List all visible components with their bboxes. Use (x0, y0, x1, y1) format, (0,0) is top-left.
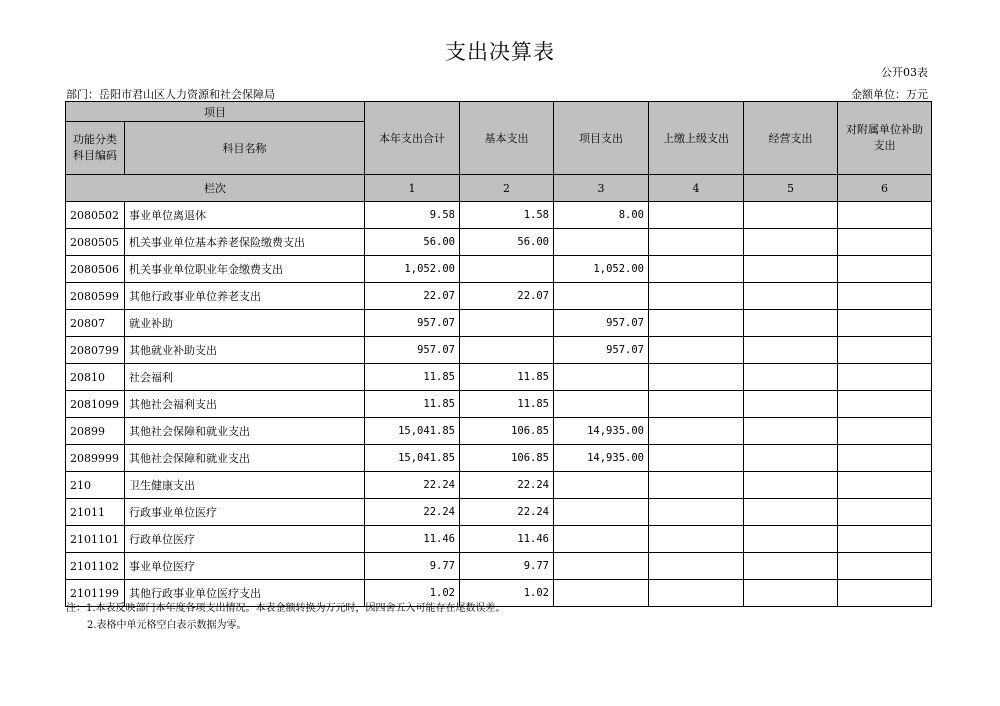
header-project-expenditure: 项目支出 (554, 102, 649, 175)
subject-name-cell: 卫生健康支出 (125, 472, 365, 499)
operating-cell (744, 418, 838, 445)
operating-cell (744, 580, 838, 607)
subject-code-cell: 21011 (66, 499, 125, 526)
subsidy-cell (838, 499, 932, 526)
footnote: 2.表格中单元格空白表示数据为零。 (87, 620, 247, 631)
upper-cell (649, 364, 744, 391)
project-cell: 957.07 (554, 337, 649, 364)
subject-code-cell: 2080502 (66, 202, 125, 229)
subject-code-cell: 2081099 (66, 391, 125, 418)
total-cell: 11.85 (365, 364, 460, 391)
basic-cell: 9.77 (460, 553, 554, 580)
subsidy-cell (838, 256, 932, 283)
total-cell: 56.00 (365, 229, 460, 256)
table-row (66, 283, 932, 310)
total-cell: 957.07 (365, 337, 460, 364)
subsidy-cell (838, 472, 932, 499)
upper-cell (649, 472, 744, 499)
subject-code-cell: 2101199 (66, 580, 125, 607)
upper-cell (649, 418, 744, 445)
operating-cell (744, 553, 838, 580)
subject-name-cell: 行政单位医疗 (125, 526, 365, 553)
subsidy-cell (838, 337, 932, 364)
project-cell (554, 391, 649, 418)
project-cell (554, 526, 649, 553)
upper-cell (649, 445, 744, 472)
upper-cell (649, 229, 744, 256)
total-cell: 11.46 (365, 526, 460, 553)
unit-label: 金额单位：万元 (851, 88, 928, 101)
basic-cell: 22.07 (460, 283, 554, 310)
subject-name-cell: 事业单位医疗 (125, 553, 365, 580)
basic-cell: 11.85 (460, 364, 554, 391)
upper-cell (649, 337, 744, 364)
footnote: 注：1.本表反映部门本年度各项支出情况。本表金额转换为万元时，因四舍五入可能存在尾数误差。 (66, 603, 506, 614)
upper-cell (649, 202, 744, 229)
total-cell: 1,052.00 (365, 256, 460, 283)
table-row (66, 553, 932, 580)
upper-cell (649, 310, 744, 337)
subject-name-cell: 其他社会保障和就业支出 (125, 418, 365, 445)
upper-cell (649, 256, 744, 283)
column-index-label: 栏次 (66, 175, 365, 202)
subsidy-cell (838, 229, 932, 256)
subsidy-cell (838, 418, 932, 445)
operating-cell (744, 472, 838, 499)
total-cell: 957.07 (365, 310, 460, 337)
basic-cell (460, 337, 554, 364)
header-subsidy: 对附属单位补助支出 (838, 102, 932, 175)
page-title: 支出决算表 (445, 40, 555, 64)
column-index: 3 (554, 175, 649, 202)
header-upper-payment: 上缴上级支出 (649, 102, 744, 175)
operating-cell (744, 310, 838, 337)
subject-name-cell: 其他行政事业单位医疗支出 (125, 580, 365, 607)
project-cell (554, 364, 649, 391)
project-cell: 8.00 (554, 202, 649, 229)
subsidy-cell (838, 391, 932, 418)
subject-name-cell: 其他社会保障和就业支出 (125, 445, 365, 472)
subject-code-cell: 2080505 (66, 229, 125, 256)
subject-code-cell: 2101101 (66, 526, 125, 553)
upper-cell (649, 391, 744, 418)
table-row (66, 418, 932, 445)
table-row (66, 364, 932, 391)
table-row (66, 229, 932, 256)
operating-cell (744, 229, 838, 256)
subject-code-cell: 2080506 (66, 256, 125, 283)
column-index: 2 (460, 175, 554, 202)
subsidy-cell (838, 283, 932, 310)
basic-cell: 11.85 (460, 391, 554, 418)
basic-cell: 22.24 (460, 499, 554, 526)
operating-cell (744, 499, 838, 526)
subject-name-cell: 机关事业单位职业年金缴费支出 (125, 256, 365, 283)
operating-cell (744, 526, 838, 553)
basic-cell: 11.46 (460, 526, 554, 553)
operating-cell (744, 391, 838, 418)
total-cell: 22.24 (365, 499, 460, 526)
subject-code-cell: 2089999 (66, 445, 125, 472)
subject-name-cell: 就业补助 (125, 310, 365, 337)
subject-name-cell: 社会福利 (125, 364, 365, 391)
basic-cell (460, 310, 554, 337)
subject-code-cell: 210 (66, 472, 125, 499)
subsidy-cell (838, 310, 932, 337)
basic-cell: 1.58 (460, 202, 554, 229)
basic-cell: 106.85 (460, 445, 554, 472)
total-cell: 22.24 (365, 472, 460, 499)
header-func-code: 功能分类科目编码 (66, 122, 125, 175)
table-row (66, 526, 932, 553)
subject-name-cell: 机关事业单位基本养老保险缴费支出 (125, 229, 365, 256)
subject-code-cell: 20899 (66, 418, 125, 445)
header-basic: 基本支出 (460, 102, 554, 175)
upper-cell (649, 499, 744, 526)
table-row (66, 337, 932, 364)
total-cell: 15,041.85 (365, 445, 460, 472)
table-row (66, 391, 932, 418)
basic-cell (460, 256, 554, 283)
basic-cell: 106.85 (460, 418, 554, 445)
operating-cell (744, 445, 838, 472)
total-cell: 22.07 (365, 283, 460, 310)
operating-cell (744, 364, 838, 391)
total-cell: 11.85 (365, 391, 460, 418)
subject-code-cell: 20807 (66, 310, 125, 337)
column-index: 5 (744, 175, 838, 202)
total-cell: 1.02 (365, 580, 460, 607)
upper-cell (649, 580, 744, 607)
subject-name-cell: 事业单位离退休 (125, 202, 365, 229)
column-index: 6 (838, 175, 932, 202)
subject-code-cell: 2101102 (66, 553, 125, 580)
subject-code-cell: 2080599 (66, 283, 125, 310)
project-cell (554, 553, 649, 580)
total-cell: 9.77 (365, 553, 460, 580)
project-cell (554, 580, 649, 607)
total-cell: 9.58 (365, 202, 460, 229)
header-subject-name: 科目名称 (125, 122, 365, 175)
header-operating: 经营支出 (744, 102, 838, 175)
table-row (66, 256, 932, 283)
subject-name-cell: 其他行政事业单位养老支出 (125, 283, 365, 310)
operating-cell (744, 202, 838, 229)
subject-name-cell: 行政事业单位医疗 (125, 499, 365, 526)
form-number: 公开03表 (881, 66, 928, 79)
expenditure-table (65, 101, 932, 607)
column-index: 1 (365, 175, 460, 202)
table-row (66, 310, 932, 337)
basic-cell: 1.02 (460, 580, 554, 607)
operating-cell (744, 283, 838, 310)
project-cell: 957.07 (554, 310, 649, 337)
basic-cell: 56.00 (460, 229, 554, 256)
upper-cell (649, 283, 744, 310)
project-cell (554, 229, 649, 256)
table-row (66, 499, 932, 526)
subject-name-cell: 其他社会福利支出 (125, 391, 365, 418)
project-cell: 1,052.00 (554, 256, 649, 283)
header-total: 本年支出合计 (365, 102, 460, 175)
upper-cell (649, 526, 744, 553)
subsidy-cell (838, 364, 932, 391)
footnotes (66, 600, 506, 634)
subject-name-cell: 其他就业补助支出 (125, 337, 365, 364)
table-row (66, 202, 932, 229)
total-cell: 15,041.85 (365, 418, 460, 445)
subsidy-cell (838, 445, 932, 472)
department-label: 部门：岳阳市君山区人力资源和社会保障局 (66, 88, 275, 101)
upper-cell (649, 553, 744, 580)
table-row (66, 472, 932, 499)
header-project: 项目 (66, 102, 365, 122)
operating-cell (744, 337, 838, 364)
project-cell: 14,935.00 (554, 445, 649, 472)
subsidy-cell (838, 580, 932, 607)
subject-code-cell: 2080799 (66, 337, 125, 364)
table-row (66, 445, 932, 472)
subsidy-cell (838, 553, 932, 580)
subject-code-cell: 20810 (66, 364, 125, 391)
project-cell (554, 283, 649, 310)
project-cell: 14,935.00 (554, 418, 649, 445)
project-cell (554, 472, 649, 499)
subsidy-cell (838, 202, 932, 229)
column-index: 4 (649, 175, 744, 202)
subsidy-cell (838, 526, 932, 553)
project-cell (554, 499, 649, 526)
basic-cell: 22.24 (460, 472, 554, 499)
operating-cell (744, 256, 838, 283)
